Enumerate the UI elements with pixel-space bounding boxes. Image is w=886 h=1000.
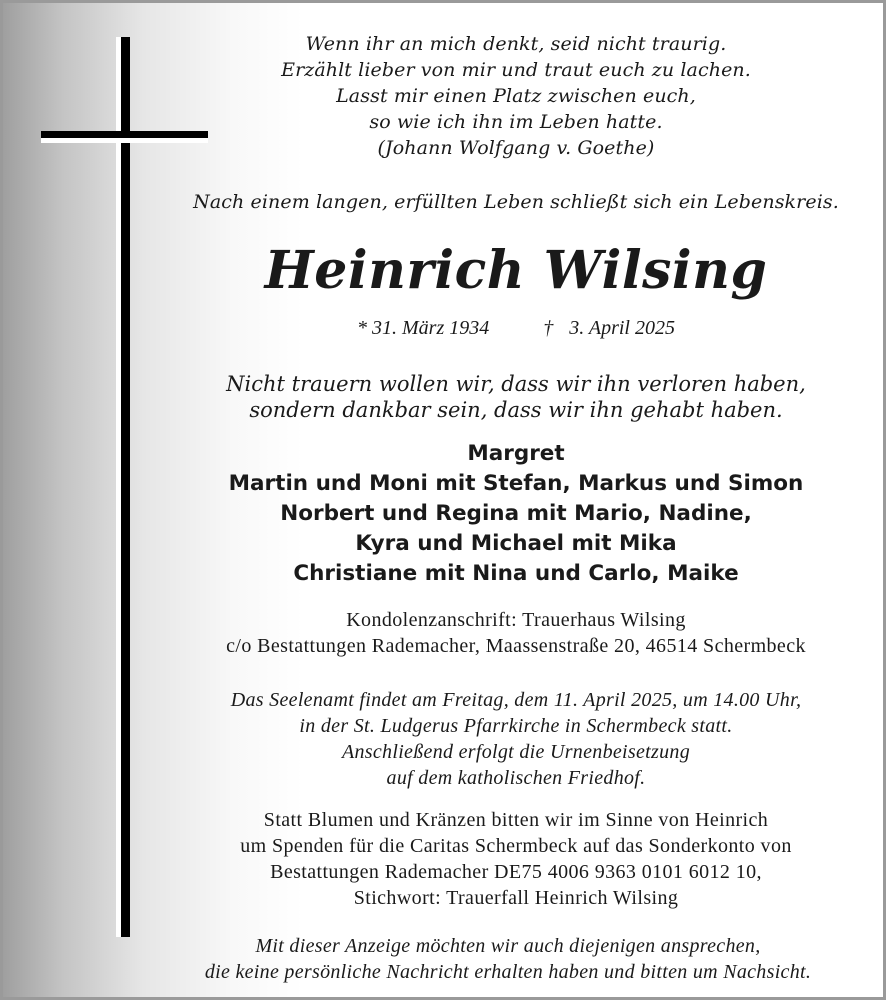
donation-line: Stichwort: Trauerfall Heinrich Wilsing bbox=[353, 887, 679, 909]
condolence-line: c/o Bestattungen Rademacher, Maassenstraße 20, 46514 Schermbeck bbox=[226, 635, 806, 657]
birth-date: * 31. März 1934 bbox=[357, 317, 490, 339]
service-line: Das Seelenamt findet am Freitag, dem 11. April 2025, um 14.00 Uhr, bbox=[230, 689, 802, 711]
poem-line: Wenn ihr an mich denkt, seid nicht traurig. bbox=[305, 33, 727, 55]
donation-request bbox=[143, 807, 886, 911]
quote-line: Nicht trauern wollen wir, dass wir ihn verloren haben, bbox=[226, 372, 806, 396]
family-line: Kyra und Michael mit Mika bbox=[355, 531, 677, 556]
family-line: Martin und Moni mit Stefan, Markus und Simon bbox=[228, 471, 804, 496]
family-line: Margret bbox=[467, 441, 565, 466]
service-line: in der St. Ludgerus Pfarrkirche in Schermbeck statt. bbox=[299, 715, 733, 737]
donation-line: Bestattungen Rademacher DE75 4006 9363 0101 6012 10, bbox=[270, 861, 762, 883]
poem-line: Erzählt lieber von mir und traut euch zu lachen. bbox=[281, 59, 751, 81]
family-line: Norbert und Regina mit Mario, Nadine, bbox=[280, 501, 752, 526]
service-line: auf dem katholischen Friedhof. bbox=[386, 767, 646, 789]
poem-line: Lasst mir einen Platz zwischen euch, bbox=[336, 85, 696, 107]
closing-line: die keine persönliche Nachricht erhalten haben und bitten um Nachsicht. bbox=[204, 961, 812, 983]
mourning-quote bbox=[143, 371, 886, 423]
goethe-poem bbox=[143, 31, 886, 161]
closing-line: Mit dieser Anzeige möchten wir auch diejenigen ansprechen, bbox=[255, 935, 761, 957]
poem-author: (Johann Wolfgang v. Goethe) bbox=[377, 137, 655, 159]
funeral-service-info bbox=[143, 687, 886, 791]
service-line: Anschließend erfolgt die Urnenbeisetzung bbox=[341, 741, 691, 763]
donation-line: Statt Blumen und Kränzen bitten wir im Sinne von Heinrich bbox=[263, 809, 769, 831]
family-mourners bbox=[143, 439, 886, 589]
condolence-line: Kondolenzanschrift: Trauerhaus Wilsing bbox=[346, 609, 686, 631]
death-date: 3. April 2025 bbox=[569, 317, 675, 339]
quote-line: sondern dankbar sein, dass wir ihn gehabt haben. bbox=[249, 398, 783, 422]
intro-line: Nach einem langen, erfüllten Leben schließt sich ein Lebenskreis. bbox=[193, 191, 839, 213]
donation-line: um Spenden für die Caritas Schermbeck auf das Sonderkonto von bbox=[240, 835, 792, 857]
poem-line: so wie ich ihn im Leben hatte. bbox=[369, 111, 663, 133]
intro-text bbox=[143, 189, 886, 215]
deceased-name: Heinrich Wilsing bbox=[264, 240, 768, 301]
closing-note bbox=[135, 933, 881, 985]
life-dates bbox=[143, 315, 886, 341]
death-symbol: † bbox=[543, 317, 554, 339]
condolence-address bbox=[143, 607, 886, 659]
family-line: Christiane mit Nina und Carlo, Maike bbox=[293, 561, 739, 586]
